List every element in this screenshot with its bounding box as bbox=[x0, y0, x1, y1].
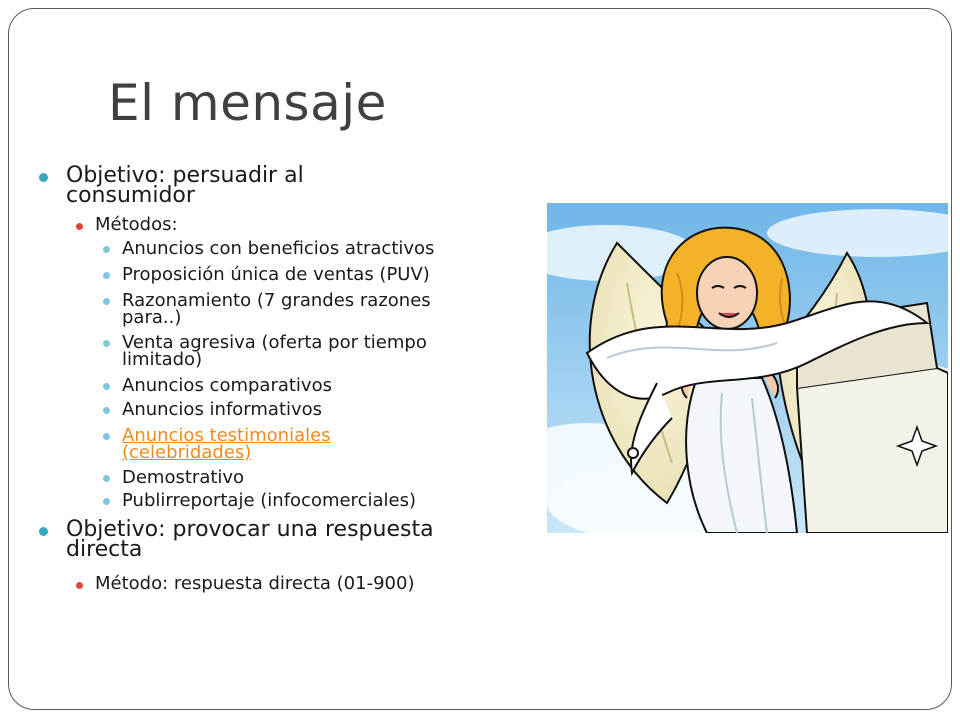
method-item bbox=[122, 469, 244, 486]
method-item bbox=[122, 240, 434, 257]
method-item-link[interactable] bbox=[122, 427, 331, 461]
method-text: Demostrativo bbox=[122, 467, 245, 488]
method-item bbox=[122, 266, 430, 283]
method-item bbox=[122, 334, 427, 368]
method-text: Proposición única de ventas (PUV) bbox=[122, 264, 430, 285]
method-item bbox=[122, 377, 332, 394]
bullet-icon bbox=[39, 173, 48, 182]
bullet-icon bbox=[103, 498, 110, 505]
method-text: Anuncios comparativos bbox=[122, 375, 332, 396]
testimonial-link-line1[interactable]: Anuncios testimoniales bbox=[122, 425, 331, 446]
objective-response-line2: directa bbox=[66, 537, 143, 562]
bullet-icon bbox=[39, 527, 48, 536]
bullet-icon bbox=[103, 475, 110, 482]
bullet-icon bbox=[103, 383, 110, 390]
method-item bbox=[122, 492, 416, 509]
bullet-icon bbox=[76, 582, 83, 589]
objective-persuade-line2: consumidor bbox=[66, 183, 195, 208]
bullet-icon bbox=[103, 407, 110, 414]
methods-label-text: Métodos: bbox=[95, 214, 178, 235]
bullet-icon bbox=[76, 223, 83, 230]
illustration-svg bbox=[547, 203, 948, 533]
method-text: Publirreportaje (infocomerciales) bbox=[122, 490, 416, 511]
method-direct-text: Método: respuesta directa (01-900) bbox=[95, 573, 415, 594]
objective-persuade bbox=[66, 163, 304, 208]
slide-title: El mensaje bbox=[108, 74, 387, 132]
method-text-line1: Razonamiento (7 grandes razones bbox=[122, 290, 431, 311]
objective-response-line1: Objetivo: provocar una respuesta bbox=[66, 517, 434, 542]
methods-label bbox=[95, 215, 178, 235]
bullet-icon bbox=[103, 246, 110, 253]
bullet-icon bbox=[103, 340, 110, 347]
objective-response bbox=[66, 517, 434, 562]
bullet-icon bbox=[103, 272, 110, 279]
method-text: Anuncios con beneficios atractivos bbox=[122, 238, 435, 259]
objective-persuade-line1: Objetivo: persuadir al bbox=[66, 163, 304, 188]
method-text-line1: Venta agresiva (oferta por tiempo bbox=[122, 332, 427, 353]
method-text: Anuncios informativos bbox=[122, 399, 323, 420]
method-direct bbox=[95, 574, 414, 594]
angel-with-laundry-illustration bbox=[547, 203, 948, 533]
testimonial-link-line2[interactable]: (celebridades) bbox=[122, 442, 252, 463]
method-item bbox=[122, 292, 431, 326]
bullet-icon bbox=[103, 433, 110, 440]
method-text-line2: limitado) bbox=[122, 349, 203, 370]
method-item bbox=[122, 401, 322, 418]
bullet-icon bbox=[103, 298, 110, 305]
method-text-line2: para..) bbox=[122, 307, 182, 328]
